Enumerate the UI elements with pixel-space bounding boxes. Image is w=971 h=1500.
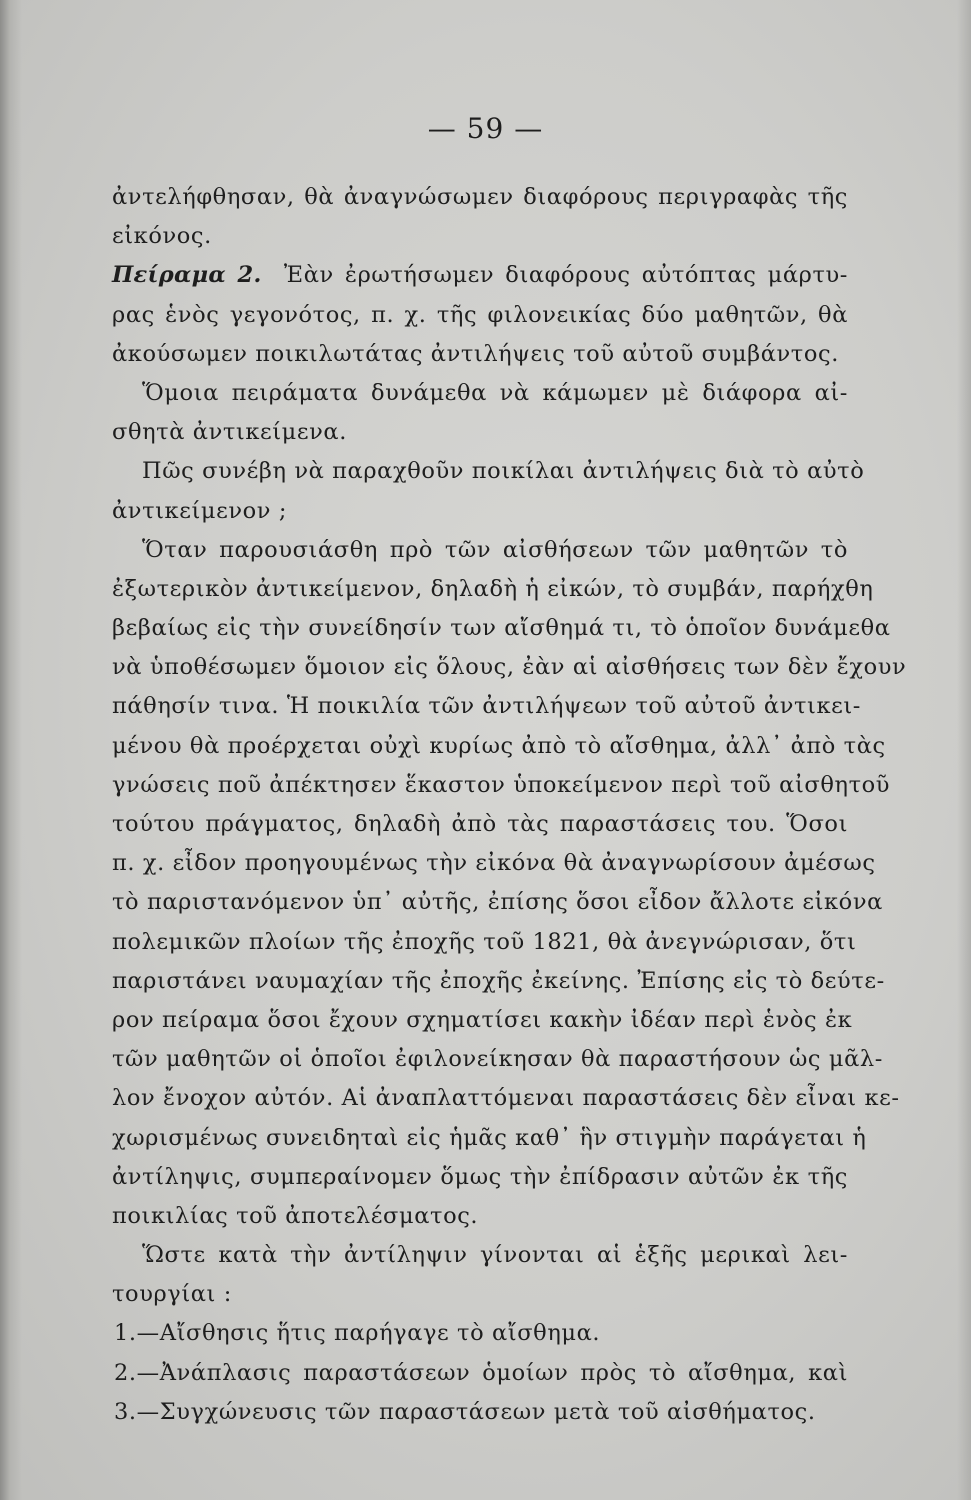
text-line xyxy=(112,256,848,295)
text-line: παριστάνει ναυμαχίαν τῆς ἐποχῆς ἐκείνης. Ἐπίσης εἰς τὸ δεύτε- xyxy=(112,967,885,994)
text-line: Πῶς συνέβη νὰ παραχθοῦν ποικίλαι ἀντιλήψεις διὰ τὸ αὐτὸ xyxy=(142,458,865,485)
page-number: — 59 — xyxy=(427,112,544,145)
text-line: ρον πείραμα ὅσοι ἔχουν σχηματίσει κακὴν ἰδέαν περὶ ἑνὸς ἐκ xyxy=(112,1006,853,1033)
text-line: ρας ἑνὸς γεγονότος, π. χ. τῆς φιλονεικίας δύο μαθητῶν, θὰ xyxy=(112,301,848,328)
text-line: ἀντίληψις, συμπεραίνομεν ὅμως τὴν ἐπίδρασιν αὐτῶν ἐκ τῆς xyxy=(112,1163,848,1190)
text-line: Ὅταν παρουσιάσθη πρὸ τῶν αἰσθήσεων τῶν μαθητῶν τὸ xyxy=(142,536,848,563)
text-line: σθητὰ ἀντικείμενα. xyxy=(112,419,347,446)
page-edge-shadow xyxy=(957,0,971,1500)
experiment-label: Πείραμα 2. xyxy=(112,262,262,289)
text-line: λον ἔνοχον αὐτόν. Αἱ ἀναπλαττόμεναι παραστάσεις δὲν εἶναι κε- xyxy=(112,1085,900,1112)
text-line: ἐξωτερικὸν ἀντικείμενον, δηλαδὴ ἡ εἰκών, τὸ συμβάν, παρήχθη xyxy=(112,575,874,602)
text-line: μένου θὰ προέρχεται οὐχὶ κυρίως ἀπὸ τὸ αἴσθημα, ἀλλ᾽ ἀπὸ τὰς xyxy=(112,732,886,759)
text-line: τῶν μαθητῶν οἱ ὁποῖοι ἐφιλονείκησαν θὰ παραστήσουν ὡς μᾶλ- xyxy=(112,1046,883,1073)
text-line: γνώσεις ποῦ ἀπέκτησεν ἕκαστον ὑποκείμενον περὶ τοῦ αἰσθητοῦ xyxy=(112,771,891,798)
body-text xyxy=(112,178,907,1432)
text-line: νὰ ὑποθέσωμεν ὅμοιον εἰς ὅλους, ἐὰν αἱ αἰσθήσεις των δὲν ἔχουν xyxy=(112,654,907,681)
text-line: τουργίαι : xyxy=(112,1281,232,1308)
text-line: ἀντελήφθησαν, θὰ ἀναγνώσωμεν διαφόρους περιγραφὰς τῆς xyxy=(112,184,848,210)
text-line: χωρισμένως συνειδηταὶ εἰς ἡμᾶς καθ᾽ ἣν στιγμὴν παράγεται ἡ xyxy=(112,1124,867,1151)
text-line: ἀκούσωμεν ποικιλωτάτας ἀντιλήψεις τοῦ αὐτοῦ συμβάντος. xyxy=(112,340,839,367)
text-line: πάθησίν τινα. Ἡ ποικιλία τῶν ἀντιλήψεων τοῦ αὐτοῦ ἀντικει- xyxy=(112,693,861,720)
text-line: Ὅμοια πειράματα δυνάμεθα νὰ κάμωμεν μὲ διάφορα αἰ- xyxy=(142,379,848,406)
text-line: π. χ. εἶδον προηγουμένως τὴν εἰκόνα θὰ ἀναγνωρίσουν ἀμέσως xyxy=(112,850,876,877)
text-line: ἀντικείμενον ; xyxy=(112,497,287,524)
text-line: βεβαίως εἰς τὴν συνείδησίν των αἴσθημά τι, τὸ ὁποῖον δυνάμεθα xyxy=(112,615,891,642)
text-line: εἰκόνος. xyxy=(112,223,212,250)
list-item: 2.—Ἀνάπλασις παραστάσεων ὁμοίων πρὸς τὸ αἴσθημα, καὶ xyxy=(114,1359,848,1386)
text-line: τὸ παριστανόμενον ὑπ᾽ αὐτῆς, ἐπίσης ὅσοι εἶδον ἄλλοτε εἰκόνα xyxy=(112,889,883,916)
text-line: τούτου πράγματος, δηλαδὴ ἀπὸ τὰς παραστάσεις του. Ὅσοι xyxy=(112,811,848,837)
list-item: 3.—Συγχώνευσις τῶν παραστάσεων μετὰ τοῦ αἰσθήματος. xyxy=(114,1398,816,1425)
text-line: ποικιλίας τοῦ ἀποτελέσματος. xyxy=(112,1202,479,1229)
binding-shadow xyxy=(0,0,22,1500)
text-line: Ὥστε κατὰ τὴν ἀντίληψιν γίνονται αἱ ἑξῆς μερικαὶ λει- xyxy=(142,1242,848,1269)
list-item: 1.—Αἴσθησις ἥτις παρήγαγε τὸ αἴσθημα. xyxy=(114,1320,601,1347)
text-line: πολεμικῶν πλοίων τῆς ἐποχῆς τοῦ 1821, θὰ ἀνεγνώρισαν, ὅτι xyxy=(112,928,857,955)
text-line-rest: Ἐὰν ἐρωτήσωμεν διαφόρους αὐτόπτας μάρτυ- xyxy=(283,262,848,289)
